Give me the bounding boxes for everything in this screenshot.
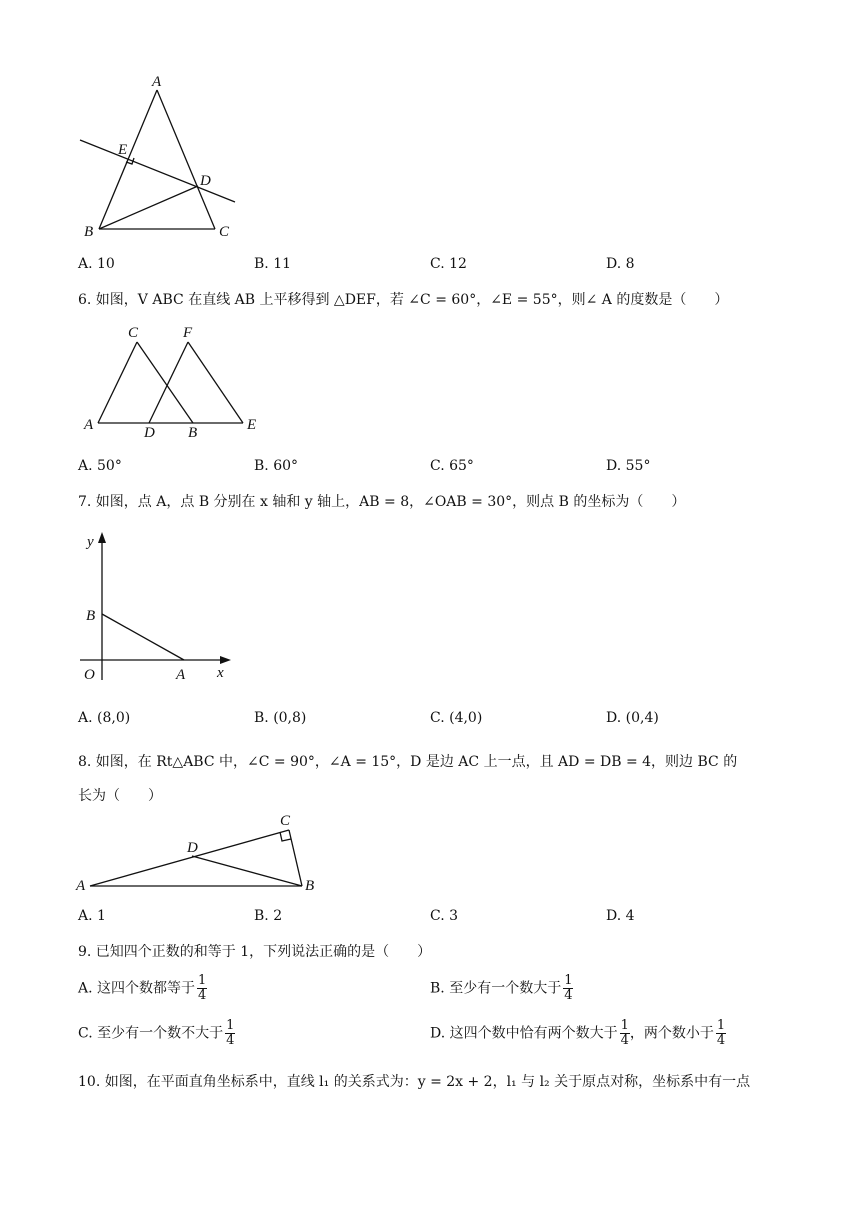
q9-text: 9. 已知四个正数的和等于 1，下列说法正确的是（ ） [78, 944, 432, 960]
q7-text: 7. 如图，点 A，点 B 分别在 x 轴和 y 轴上，AB = 8，∠OAB = 30°，则点 B 的坐标为（ ） [78, 494, 686, 510]
q8-option-c[interactable]: C. 3 [430, 908, 459, 924]
fraction-one-quarter: $\frac{1}{4}$ [564, 973, 573, 1003]
q7-option-b[interactable]: B. (0,8) [254, 710, 307, 726]
fig8-label-b: B [305, 878, 315, 894]
q5-option-d[interactable]: D. 8 [606, 256, 635, 272]
fig5-label-d: D [200, 173, 211, 189]
q9-option-b[interactable] [430, 974, 573, 1003]
q8-option-a[interactable]: A. 1 [78, 908, 106, 924]
q7-option-a[interactable]: A. (8,0) [78, 710, 131, 726]
q7-option-d[interactable]: D. (0,4) [606, 710, 659, 726]
fig6-label-e: E [247, 417, 257, 433]
q9-option-c[interactable] [78, 1019, 235, 1048]
fig7-label-b: B [86, 608, 96, 624]
q6-option-d[interactable]: D. 55° [606, 458, 651, 474]
q9-option-d-text-1: D. 这四个数中恰有两个数大于 [430, 1025, 618, 1042]
fig5-label-a: A [152, 74, 162, 90]
q8-text-line2: 长为（ ） [78, 788, 162, 804]
fraction-one-quarter: $\frac{1}{4}$ [198, 973, 207, 1003]
q8-text-line1: 8. 如图，在 Rt△ABC 中，∠C = 90°，∠A = 15°，D 是边 AC 上一点，且 AD = DB = 4，则边 BC 的 [78, 754, 738, 770]
fig6-label-d: D [144, 425, 155, 441]
q5-option-b[interactable]: B. 11 [254, 256, 292, 272]
q9-option-b-text: B. 至少有一个数大于 [430, 980, 562, 997]
q9-option-d-text-2: ，两个数小于 [629, 1025, 714, 1042]
fig8-label-a: A [76, 878, 86, 894]
q6-option-c[interactable]: C. 65° [430, 458, 474, 474]
q8-option-d[interactable]: D. 4 [606, 908, 635, 924]
fig6-label-b: B [188, 425, 198, 441]
fig5-label-e: E [118, 142, 128, 158]
fig6-label-a: A [84, 417, 94, 433]
q6-option-a[interactable]: A. 50° [78, 458, 122, 474]
fig8-label-d: D [187, 840, 198, 856]
q10-text: 10. 如图，在平面直角坐标系中，直线 l₁ 的关系式为：y = 2x + 2，l₁ 与 l₂ 关于原点对称，坐标系中有一点 [78, 1074, 751, 1090]
q6-text: 6. 如图，V ABC 在直线 AB 上平移得到 △DEF，若 ∠C = 60°，∠E = 55°，则∠ A 的度数是（ ） [78, 292, 729, 308]
q9-option-d[interactable] [430, 1019, 726, 1048]
q6-option-b[interactable]: B. 60° [254, 458, 299, 474]
fig8-label-c: C [280, 813, 291, 829]
q5-option-c[interactable]: C. 12 [430, 256, 467, 272]
fig5-label-b: B [84, 224, 94, 240]
fig6-label-c: C [128, 325, 139, 341]
q7-option-c[interactable]: C. (4,0) [430, 710, 483, 726]
fraction-one-quarter: $\frac{1}{4}$ [620, 1018, 629, 1048]
fig7-label-x: x [217, 665, 224, 681]
fig7-label-o: O [84, 667, 95, 683]
fraction-one-quarter: $\frac{1}{4}$ [716, 1018, 726, 1048]
q8-option-b[interactable]: B. 2 [254, 908, 283, 924]
fig7-label-a: A [176, 667, 186, 683]
fig5-label-c: C [219, 224, 230, 240]
fig7-label-y: y [87, 534, 94, 550]
fraction-one-quarter: $\frac{1}{4}$ [226, 1018, 235, 1048]
q9-option-a-text: A. 这四个数都等于 [78, 980, 196, 997]
q9-option-c-text: C. 至少有一个数不大于 [78, 1025, 224, 1042]
fig6-label-f: F [183, 325, 193, 341]
q9-option-a[interactable] [78, 974, 207, 1003]
q5-option-a[interactable]: A. 10 [78, 256, 115, 272]
